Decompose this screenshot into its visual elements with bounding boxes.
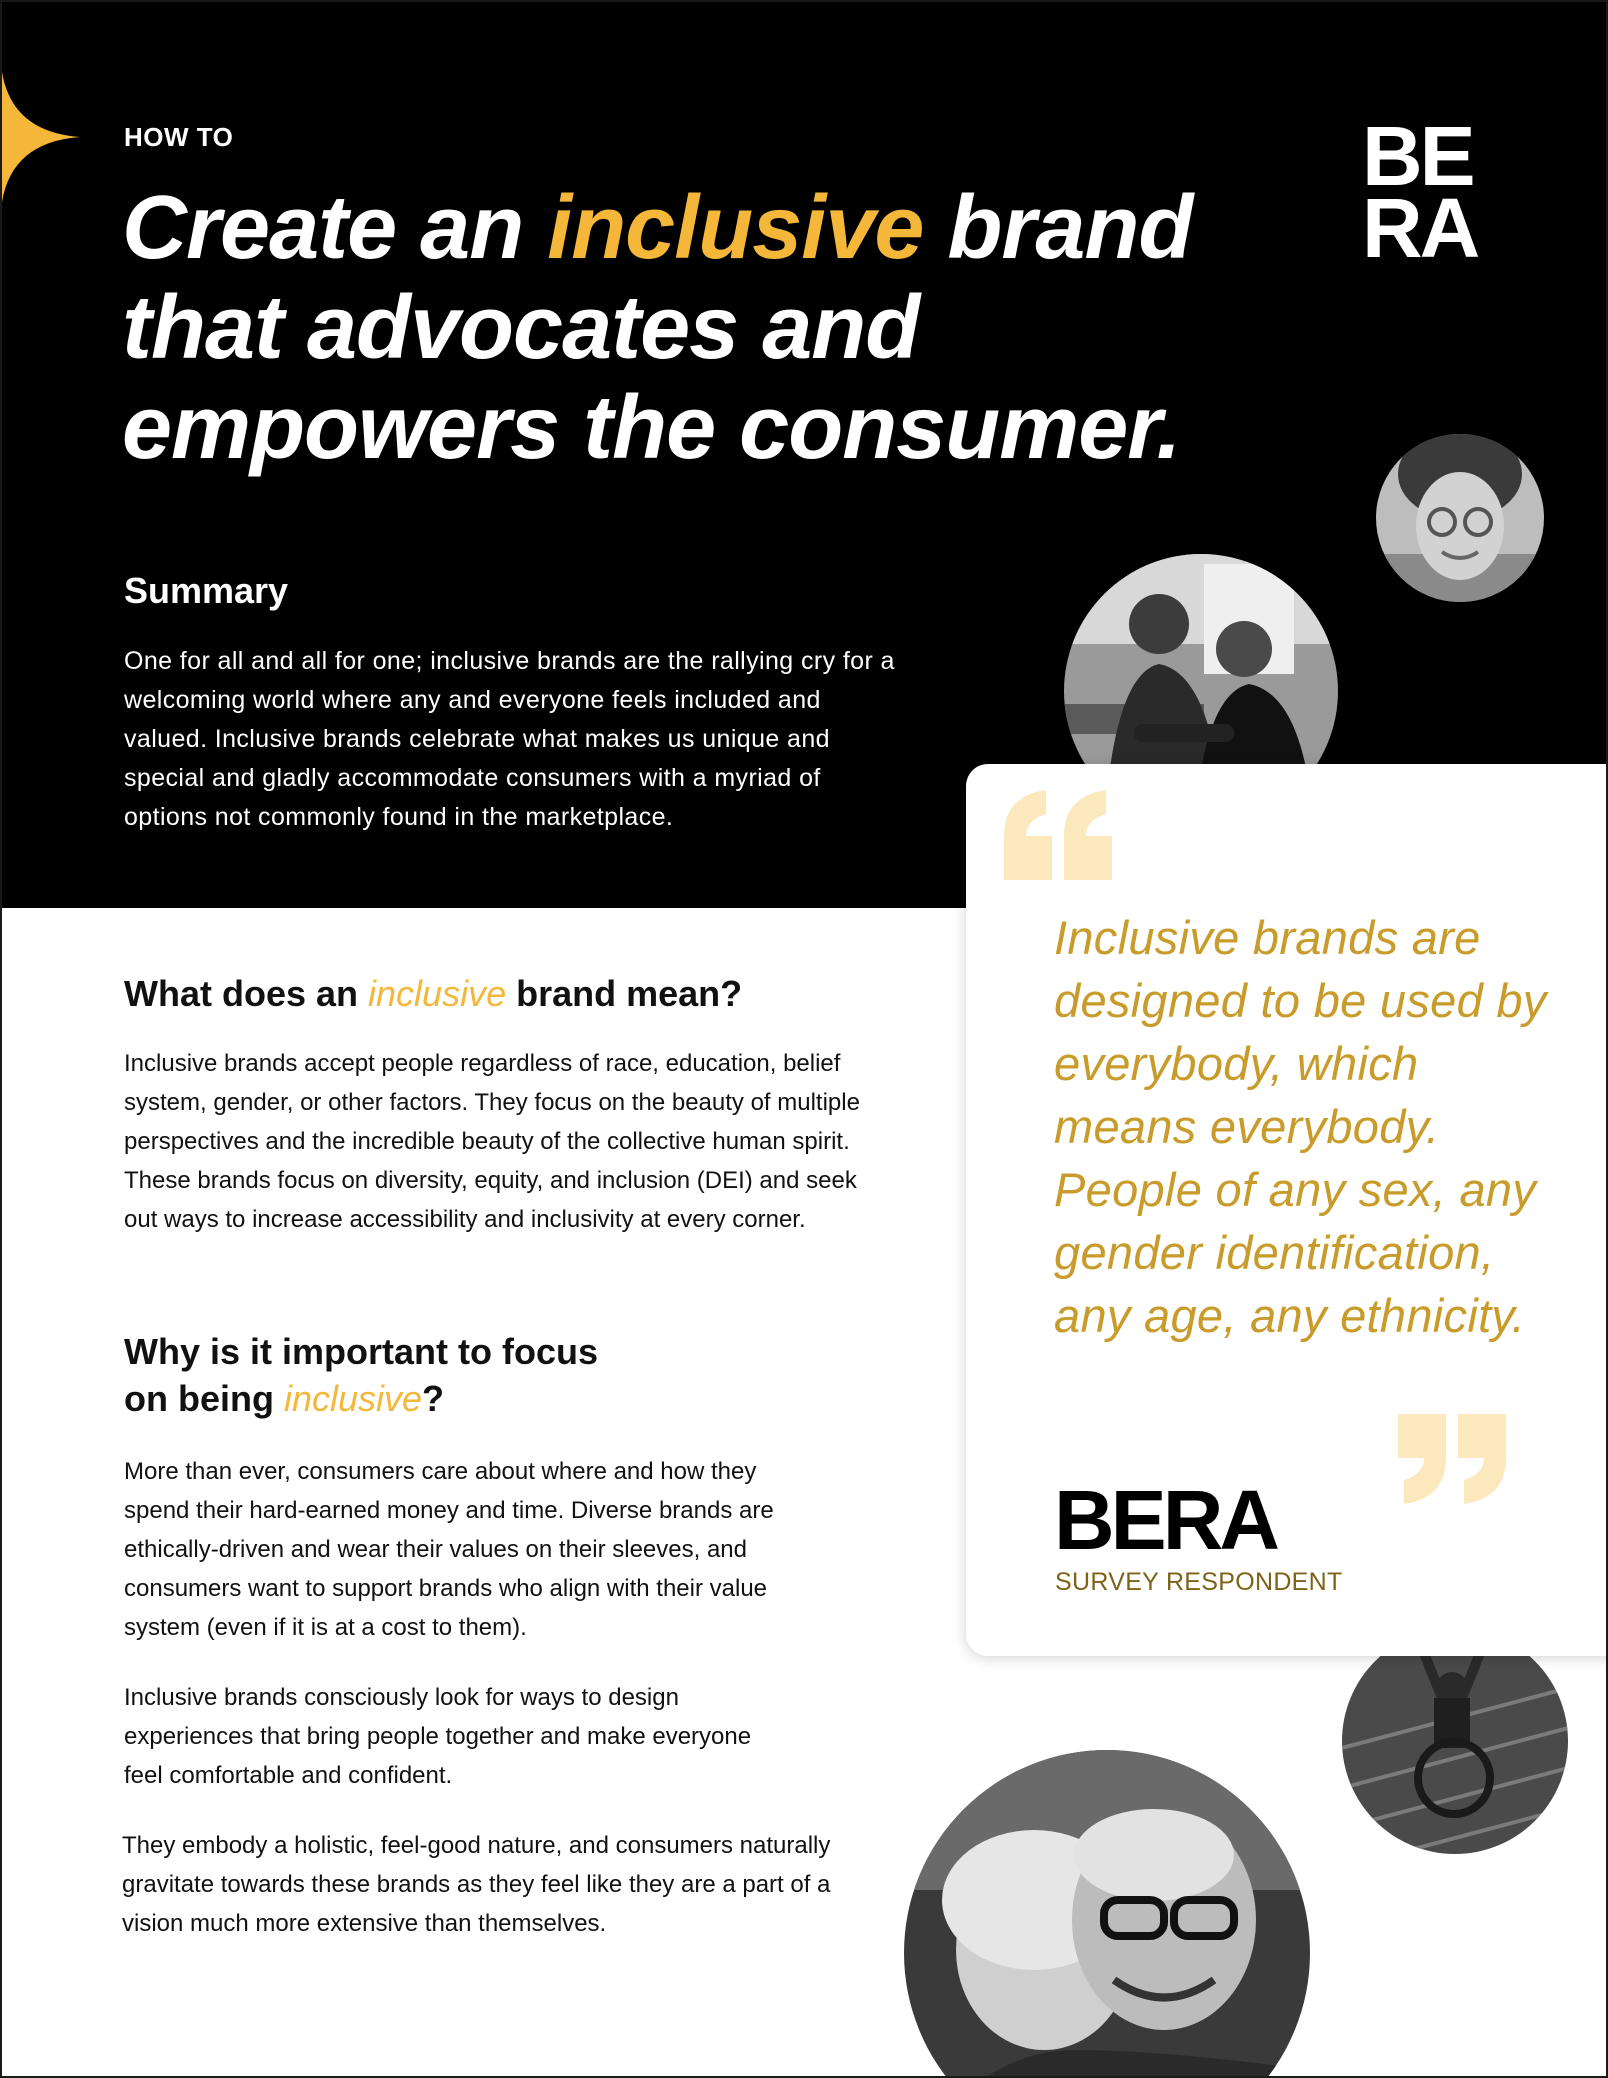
heading-line-2 [124,1375,598,1422]
summary-text: One for all and all for one; inclusive brands are the rallying cry for a welcoming world where any and everyone feels included and valued. Inclusive brands celebrate what makes us unique and special and gladly accommodate consumers with a myriad of options not commonly found in the marketplace. [124,647,895,831]
quote-attribution: SURVEY RESPONDENT [1055,1568,1343,1596]
heading-text: on being [124,1378,284,1419]
bera-logo [1362,109,1478,275]
section2-paragraph-2: Inclusive brands consciously look for ways to design experiences that bring people together and make everyone feel comfortable and confident. [124,1684,752,1789]
section1-text: Inclusive brands accept people regardless of race, education, belief system, gender, or other factors. They focus on the beauty of multiple perspectives and the incredible beauty of the collective human spirit. These brands focus on diversity, equity, and inclusion (DEI) and seek out ways to increase accessibility and inclusivity at every corner. [124,1050,860,1233]
section-heading-why-inclusive [124,1328,598,1422]
heading-accent: inclusive [368,973,507,1014]
photo-wheelchair-racer [1342,1628,1568,1854]
quote-card [966,764,1608,1656]
logo-line-1: BE [1362,109,1473,203]
open-quote-icon [1002,788,1114,880]
heading-text: What does an [124,973,369,1014]
photo-elderly-couple [904,1750,1310,2078]
section2-paragraph-3: They embody a holistic, feel-good nature, and consumers naturally gravitate towards these brands as they feel like they are a part of a vision much more extensive than themselves. [122,1832,831,1937]
title-part-2: brand that advocates and empowers the consumer. [122,178,1193,478]
title-part-1: Create an [122,178,548,278]
eyebrow-label: HOW TO [124,122,234,152]
logo-line-2: RA [1362,181,1478,275]
heading-accent: inclusive [283,1378,423,1419]
star-icon [2,72,80,202]
heading-line-1: Why is it important to focus [124,1331,598,1372]
section-heading-inclusive-meaning [124,970,742,1017]
section2-paragraph-1: More than ever, consumers care about where and how they spend their hard-earned money and time. Diverse brands are ethically-driven and wear their values on their sleeves, and consumers want to support brands who align with their value system (even if it is at a cost to them). [124,1458,774,1641]
heading-text-end: brand mean? [506,973,743,1014]
photo-girl-glasses [1376,434,1544,602]
close-quote-icon [1396,1414,1508,1506]
quote-bera-logo: BERA [1054,1473,1277,1567]
title-accent: inclusive [547,178,924,278]
heading-text-end: ? [422,1378,445,1419]
quote-text: Inclusive brands are designed to be used by everybody, which means everybody. People of any sex, any gender identification, any age, any ethnicity. [1054,911,1547,1342]
page-title [122,178,1322,478]
summary-heading: Summary [124,570,289,611]
